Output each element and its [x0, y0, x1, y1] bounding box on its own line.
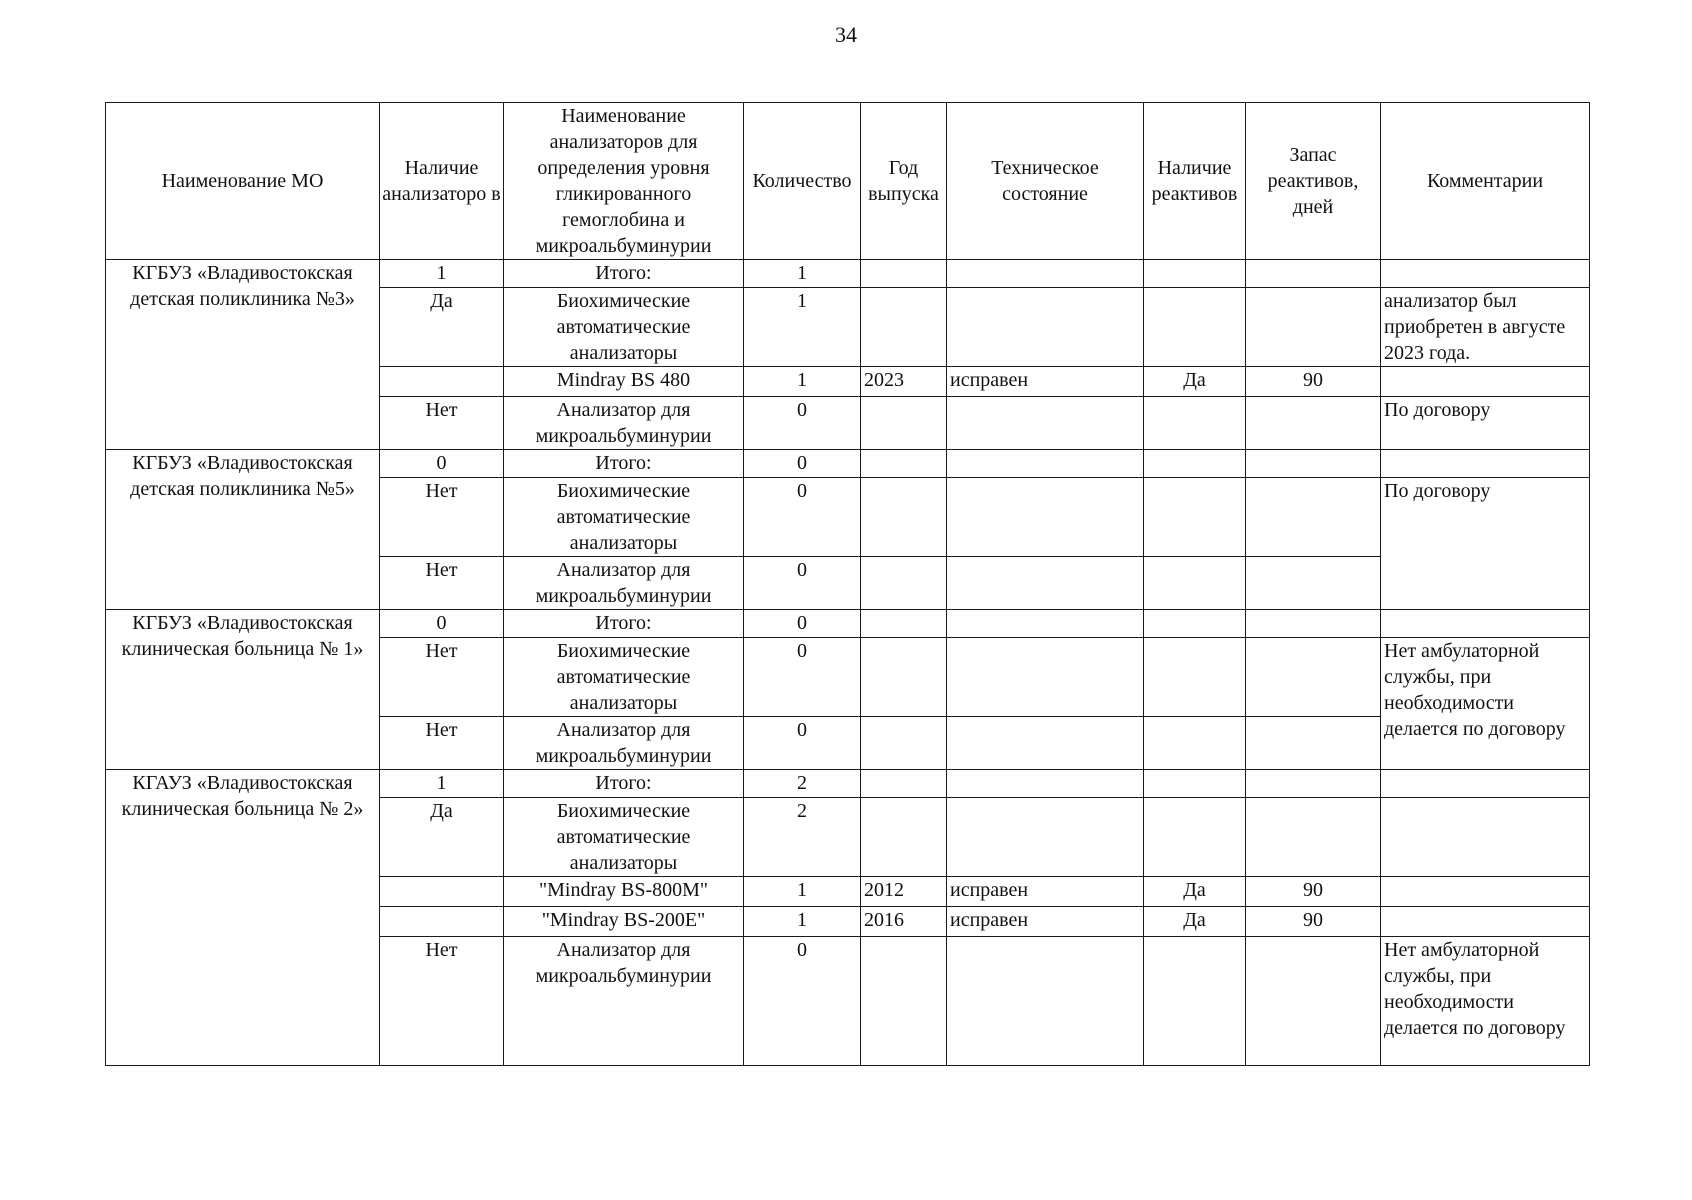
comment-cell: По договору: [1381, 397, 1590, 450]
analyzer-name-cell: Итого:: [504, 770, 744, 798]
presence-cell: Да: [380, 288, 504, 367]
state-cell: исправен: [947, 907, 1144, 937]
comment-cell: Нет амбулаторной службы, при необходимости делается по договору: [1381, 937, 1590, 1066]
analyzer-name-cell: Mindray BS 480: [504, 367, 744, 397]
year-cell: [861, 770, 947, 798]
reagents-cell: [1144, 260, 1246, 288]
state-cell: [947, 478, 1144, 557]
year-cell: [861, 450, 947, 478]
presence-cell: 0: [380, 450, 504, 478]
stock-cell: 90: [1246, 907, 1381, 937]
header-comments: Комментарии: [1381, 103, 1590, 260]
header-presence: Наличие анализаторо в: [380, 103, 504, 260]
year-cell: [861, 557, 947, 610]
year-cell: 2023: [861, 367, 947, 397]
stock-cell: [1246, 478, 1381, 557]
quantity-cell: 0: [744, 638, 861, 717]
analyzer-name-cell: Биохимические автоматические анализаторы: [504, 638, 744, 717]
comment-cell: [1381, 610, 1590, 638]
header-reagents: Наличие реактивов: [1144, 103, 1246, 260]
comment-cell: [1381, 367, 1590, 397]
reagents-cell: [1144, 798, 1246, 877]
comment-cell: [1381, 877, 1590, 907]
quantity-cell: 1: [744, 907, 861, 937]
reagents-cell: [1144, 770, 1246, 798]
analyzer-name-cell: Итого:: [504, 450, 744, 478]
stock-cell: [1246, 450, 1381, 478]
stock-cell: [1246, 770, 1381, 798]
quantity-cell: 1: [744, 288, 861, 367]
analyzer-name-cell: Биохимические автоматические анализаторы: [504, 288, 744, 367]
reagents-cell: [1144, 288, 1246, 367]
year-cell: [861, 478, 947, 557]
reagents-cell: [1144, 937, 1246, 1066]
stock-cell: [1246, 937, 1381, 1066]
org-name: КГБУЗ «Владивостокская детская поликлиника №5»: [106, 450, 380, 610]
stock-cell: 90: [1246, 367, 1381, 397]
comment-cell: [1381, 260, 1590, 288]
state-cell: [947, 717, 1144, 770]
org-name: КГАУЗ «Владивостокская клиническая больница № 2»: [106, 770, 380, 1066]
comment-cell: По договору: [1381, 478, 1590, 610]
state-cell: [947, 397, 1144, 450]
analyzer-name-cell: Итого:: [504, 610, 744, 638]
stock-cell: [1246, 397, 1381, 450]
state-cell: исправен: [947, 367, 1144, 397]
presence-cell: 1: [380, 260, 504, 288]
quantity-cell: 2: [744, 798, 861, 877]
presence-cell: 0: [380, 610, 504, 638]
comment-cell: [1381, 770, 1590, 798]
quantity-cell: 2: [744, 770, 861, 798]
quantity-cell: 0: [744, 450, 861, 478]
analyzer-name-cell: "Mindray BS-800M": [504, 877, 744, 907]
presence-cell: Нет: [380, 478, 504, 557]
stock-cell: [1246, 798, 1381, 877]
stock-cell: 90: [1246, 877, 1381, 907]
state-cell: [947, 770, 1144, 798]
year-cell: 2016: [861, 907, 947, 937]
year-cell: [861, 798, 947, 877]
state-cell: [947, 937, 1144, 1066]
header-stock: Запас реактивов, дней: [1246, 103, 1381, 260]
header-analyzer-name: Наименование анализаторов для определения уровня гликированного гемоглобина и микроальбуминурии: [504, 103, 744, 260]
table-row: [106, 260, 1590, 288]
comment-cell: Нет амбулаторной службы, при необходимости делается по договору: [1381, 638, 1590, 770]
org-name: КГБУЗ «Владивостокская детская поликлиника №3»: [106, 260, 380, 450]
analyzer-name-cell: "Mindray BS-200E": [504, 907, 744, 937]
reagents-cell: Да: [1144, 907, 1246, 937]
reagents-cell: [1144, 717, 1246, 770]
presence-cell: Да: [380, 798, 504, 877]
year-cell: [861, 260, 947, 288]
state-cell: [947, 557, 1144, 610]
table-row: [106, 450, 1590, 478]
header-quantity: Количество: [744, 103, 861, 260]
presence-cell: Нет: [380, 937, 504, 1066]
reagents-cell: [1144, 557, 1246, 610]
quantity-cell: 1: [744, 260, 861, 288]
presence-cell: [380, 877, 504, 907]
presence-cell: Нет: [380, 397, 504, 450]
state-cell: [947, 260, 1144, 288]
reagents-cell: Да: [1144, 877, 1246, 907]
header-year: Год выпуска: [861, 103, 947, 260]
comment-cell: [1381, 450, 1590, 478]
analyzer-name-cell: Итого:: [504, 260, 744, 288]
table-row: [106, 610, 1590, 638]
year-cell: [861, 610, 947, 638]
comment-cell: [1381, 907, 1590, 937]
year-cell: [861, 288, 947, 367]
year-cell: 2012: [861, 877, 947, 907]
comment-cell: [1381, 798, 1590, 877]
state-cell: [947, 288, 1144, 367]
quantity-cell: 0: [744, 937, 861, 1066]
state-cell: [947, 638, 1144, 717]
stock-cell: [1246, 260, 1381, 288]
stock-cell: [1246, 638, 1381, 717]
analyzers-table: [105, 102, 1590, 1066]
analyzer-name-cell: Анализатор для микроальбуминурии: [504, 717, 744, 770]
presence-cell: Нет: [380, 557, 504, 610]
quantity-cell: 0: [744, 717, 861, 770]
stock-cell: [1246, 717, 1381, 770]
reagents-cell: Да: [1144, 367, 1246, 397]
analyzer-name-cell: Биохимические автоматические анализаторы: [504, 478, 744, 557]
presence-cell: 1: [380, 770, 504, 798]
state-cell: [947, 450, 1144, 478]
quantity-cell: 1: [744, 367, 861, 397]
analyzer-name-cell: Анализатор для микроальбуминурии: [504, 397, 744, 450]
reagents-cell: [1144, 397, 1246, 450]
year-cell: [861, 937, 947, 1066]
state-cell: [947, 610, 1144, 638]
year-cell: [861, 397, 947, 450]
quantity-cell: 0: [744, 557, 861, 610]
state-cell: [947, 798, 1144, 877]
quantity-cell: 0: [744, 478, 861, 557]
state-cell: исправен: [947, 877, 1144, 907]
year-cell: [861, 717, 947, 770]
header-tech-state: Техническое состояние: [947, 103, 1144, 260]
quantity-cell: 1: [744, 877, 861, 907]
page-number: 34: [835, 22, 857, 47]
header-row: [106, 103, 1590, 260]
analyzer-name-cell: Анализатор для микроальбуминурии: [504, 557, 744, 610]
analyzer-name-cell: Биохимические автоматические анализаторы: [504, 798, 744, 877]
header-mo: Наименование МО: [106, 103, 380, 260]
stock-cell: [1246, 288, 1381, 367]
presence-cell: Нет: [380, 638, 504, 717]
comment-cell: анализатор был приобретен в августе 2023 года.: [1381, 288, 1590, 367]
reagents-cell: [1144, 478, 1246, 557]
reagents-cell: [1144, 450, 1246, 478]
presence-cell: Нет: [380, 717, 504, 770]
stock-cell: [1246, 557, 1381, 610]
year-cell: [861, 638, 947, 717]
reagents-cell: [1144, 610, 1246, 638]
quantity-cell: 0: [744, 397, 861, 450]
stock-cell: [1246, 610, 1381, 638]
analyzer-name-cell: Анализатор для микроальбуминурии: [504, 937, 744, 1066]
quantity-cell: 0: [744, 610, 861, 638]
presence-cell: [380, 367, 504, 397]
presence-cell: [380, 907, 504, 937]
org-name: КГБУЗ «Владивостокская клиническая больница № 1»: [106, 610, 380, 770]
table-row: [106, 770, 1590, 798]
reagents-cell: [1144, 638, 1246, 717]
